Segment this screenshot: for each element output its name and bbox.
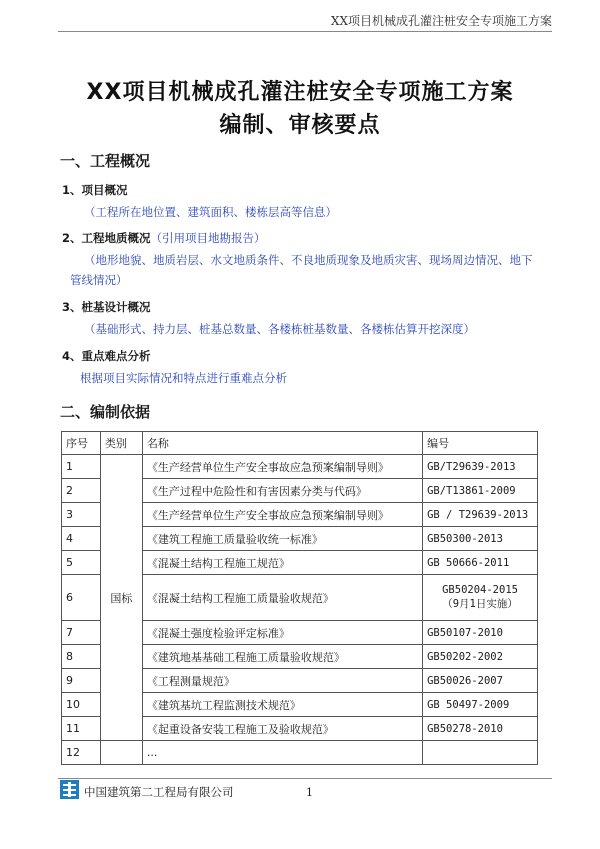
table-row bbox=[62, 455, 538, 479]
item2-label: 2、工程地质概况 bbox=[62, 231, 151, 245]
basis-table bbox=[61, 431, 538, 765]
company-logo-icon bbox=[60, 780, 79, 799]
col-header-category: 类别 bbox=[100, 432, 142, 455]
header-divider bbox=[58, 31, 552, 32]
row-code: GB 50666-2011 bbox=[423, 551, 538, 575]
row-no: 2 bbox=[62, 479, 101, 503]
table-row bbox=[62, 741, 538, 765]
item2-detail-line1: （地形地貌、地质岩层、水文地质条件、不良地质现象及地质灾害、现场周边情况、地下 bbox=[84, 253, 533, 267]
row-code-note: （9月1日实施） bbox=[442, 598, 518, 610]
row-code bbox=[423, 575, 538, 621]
row-name: 《混凝土强度检验评定标准》 bbox=[142, 621, 422, 645]
row-code: GB50278-2010 bbox=[423, 717, 538, 741]
section2-heading: 二、编制依据 bbox=[60, 403, 151, 421]
table-header-row bbox=[62, 432, 538, 455]
item4-label: 4、重点难点分析 bbox=[62, 349, 151, 363]
item2-detail-line2: 管线情况） bbox=[70, 273, 128, 287]
row-code: GB50107-2010 bbox=[423, 621, 538, 645]
page-number: 1 bbox=[306, 786, 313, 799]
row-name: 《混凝土结构工程施工规范》 bbox=[142, 551, 422, 575]
row-no: 12 bbox=[62, 741, 101, 765]
row-no: 3 bbox=[62, 503, 101, 527]
row-name: 《生产经营单位生产安全事故应急预案编制导则》 bbox=[142, 503, 422, 527]
row-name: 《建筑基坑工程监测技术规范》 bbox=[142, 693, 422, 717]
row-no: 7 bbox=[62, 621, 101, 645]
footer-company: 中国建筑第二工程局有限公司 bbox=[84, 785, 234, 799]
row-no: 9 bbox=[62, 669, 101, 693]
row-no: 4 bbox=[62, 527, 101, 551]
item4-detail: 根据项目实际情况和特点进行重难点分析 bbox=[80, 371, 287, 385]
row-code: GB/T13861-2009 bbox=[423, 479, 538, 503]
col-header-code: 编号 bbox=[423, 432, 538, 455]
row-name: 《工程测量规范》 bbox=[142, 669, 422, 693]
row-code: GB / T29639-2013 bbox=[423, 503, 538, 527]
row-name: ... bbox=[142, 741, 422, 765]
col-header-name: 名称 bbox=[142, 432, 422, 455]
item2-heading bbox=[62, 230, 266, 246]
row-no: 5 bbox=[62, 551, 101, 575]
row-code: GB50026-2007 bbox=[423, 669, 538, 693]
footer-divider bbox=[58, 778, 552, 779]
page-header: XX项目机械成孔灌注桩安全专项施工方案 bbox=[330, 14, 552, 28]
row-name: 《生产经营单位生产安全事故应急预案编制导则》 bbox=[142, 455, 422, 479]
item3-detail: （基础形式、持力层、桩基总数量、各楼栋桩基数量、各楼栋估算开挖深度） bbox=[84, 322, 475, 336]
row-name: 《混凝土结构工程施工质量验收规范》 bbox=[142, 575, 422, 621]
category-cell: 国标 bbox=[100, 455, 142, 741]
row-no: 10 bbox=[62, 693, 101, 717]
document-title: XX项目机械成孔灌注桩安全专项施工方案 bbox=[86, 80, 514, 105]
row-code: GB50202-2002 bbox=[423, 645, 538, 669]
row-no: 6 bbox=[62, 575, 101, 621]
item2-note: （引用项目地勘报告） bbox=[150, 231, 266, 245]
item1-detail: （工程所在地位置、建筑面积、楼栋层高等信息） bbox=[84, 205, 337, 219]
row-code-value: GB50204-2015 bbox=[442, 584, 518, 596]
row-no: 1 bbox=[62, 455, 101, 479]
row-name: 《建筑地基基础工程施工质量验收规范》 bbox=[142, 645, 422, 669]
row-code: GB 50497-2009 bbox=[423, 693, 538, 717]
row-name: 《起重设备安装工程施工及验收规范》 bbox=[142, 717, 422, 741]
section1-heading: 一、工程概况 bbox=[60, 152, 151, 170]
col-header-no: 序号 bbox=[62, 432, 101, 455]
row-no: 8 bbox=[62, 645, 101, 669]
document-subtitle: 编制、审核要点 bbox=[219, 113, 381, 138]
row-category-empty bbox=[100, 741, 142, 765]
item3-label: 3、桩基设计概况 bbox=[62, 300, 151, 314]
row-no: 11 bbox=[62, 717, 101, 741]
row-name: 《建筑工程施工质量验收统一标准》 bbox=[142, 527, 422, 551]
row-name: 《生产过程中危险性和有害因素分类与代码》 bbox=[142, 479, 422, 503]
item1-label: 1、项目概况 bbox=[62, 183, 128, 197]
row-code: GB50300-2013 bbox=[423, 527, 538, 551]
row-code: GB/T29639-2013 bbox=[423, 455, 538, 479]
row-code bbox=[423, 741, 538, 765]
